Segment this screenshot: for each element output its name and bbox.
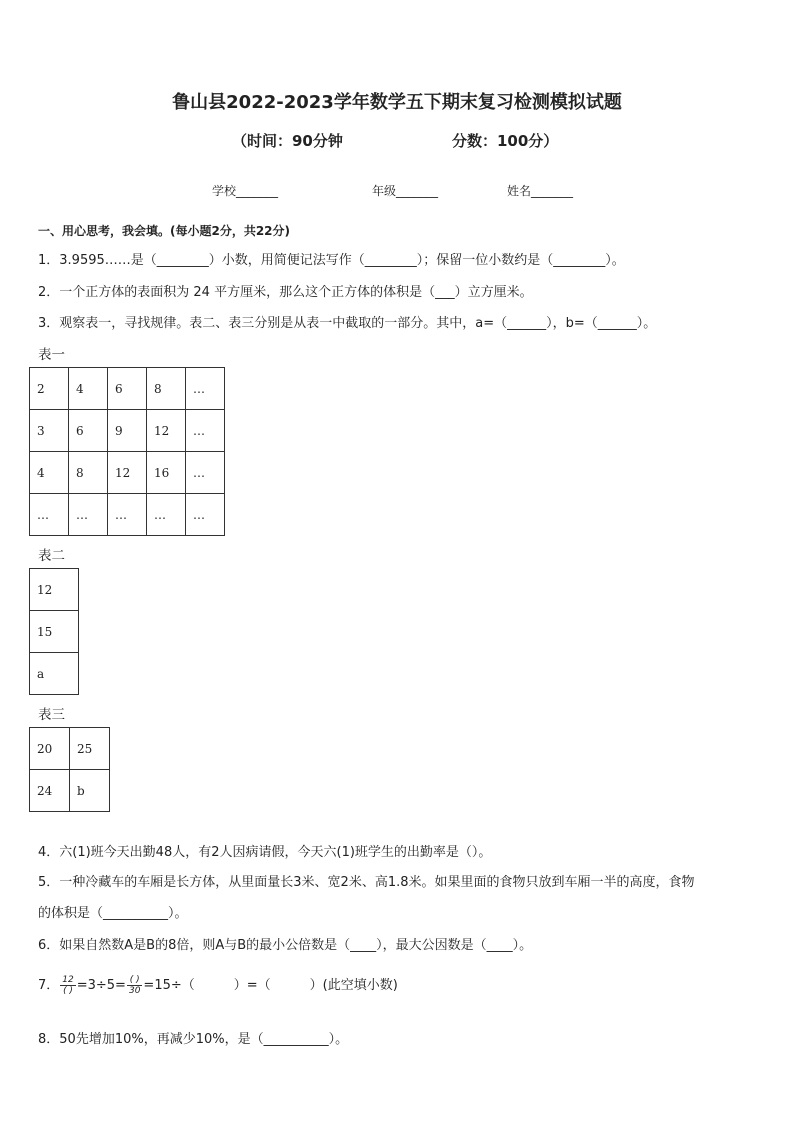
table-cell: 12 [30, 569, 79, 611]
q7-middle: =3÷5= [76, 978, 126, 993]
table-cell: … [186, 494, 225, 536]
question-6: 6．如果自然数A是B的8倍，则A与B的最小公倍数是（____），最大公因数是（____）。 [38, 938, 533, 953]
q7-frac1-denominator: ( ) [63, 986, 73, 996]
q7-fraction-2 [127, 975, 142, 996]
table-cell: 8 [147, 368, 186, 410]
table-cell: 6 [108, 368, 147, 410]
q7-suffix: =15÷（ ）=（ ）(此空填小数) [143, 978, 398, 993]
table-cell: 4 [69, 368, 108, 410]
q7-fraction-1 [60, 975, 75, 996]
table-cell: 24 [30, 770, 70, 812]
table-cell: 6 [69, 410, 108, 452]
table-row [30, 611, 79, 653]
table-row [30, 569, 79, 611]
table-cell: … [186, 452, 225, 494]
table-3 [29, 727, 110, 812]
table-row [30, 368, 225, 410]
q7-frac2-numerator: ( ) [127, 975, 142, 986]
q7-frac1-numerator: 12 [62, 975, 74, 985]
table-row [30, 452, 225, 494]
page-title: 鲁山县2022-2023学年数学五下期末复习检测模拟试题 [172, 92, 622, 113]
table-cell: 16 [147, 452, 186, 494]
table-cell: b [70, 770, 110, 812]
name-field[interactable]: 姓名_______ [507, 184, 574, 198]
question-2: 2．一个正方体的表面积为 24 平方厘米，那么这个正方体的体积是（___）立方厘米。 [38, 285, 533, 300]
total-score: 分数：100分） [452, 132, 559, 150]
table-row [30, 653, 79, 695]
question-3: 3．观察表一，寻找规律。表二、表三分别是从表一中截取的一部分。其中，a=（______），b=（______）。 [38, 316, 657, 331]
section-heading: 一、用心思考，我会填。(每小题2分，共22分) [38, 224, 291, 238]
table-cell: 12 [147, 410, 186, 452]
table-cell: 2 [30, 368, 69, 410]
question-1: 1．3.9595……是（________）小数，用简便记法写作（________）；保留一位小数约是（________）。 [38, 253, 625, 268]
time-limit: （时间：90分钟 [232, 132, 343, 150]
table-row [30, 410, 225, 452]
grade-field[interactable]: 年级_______ [372, 184, 439, 198]
table-cell: … [108, 494, 147, 536]
table-2-label: 表二 [38, 548, 65, 564]
table-cell: 9 [108, 410, 147, 452]
table-cell: … [186, 410, 225, 452]
question-8: 8．50先增加10%，再减少10%，是（__________）。 [38, 1032, 349, 1047]
table-1-label: 表一 [38, 347, 65, 363]
table-cell: 20 [30, 728, 70, 770]
table-row [30, 770, 110, 812]
table-cell: 12 [108, 452, 147, 494]
table-3-label: 表三 [38, 707, 65, 723]
question-4: 4．六(1)班今天出勤48人，有2人因病请假，今天六(1)班学生的出勤率是（）。 [38, 845, 492, 860]
school-field[interactable]: 学校_______ [212, 184, 279, 198]
q7-frac2-denominator: 30 [128, 986, 141, 996]
table-cell: 4 [30, 452, 69, 494]
question-5-continued: 的体积是（__________）。 [38, 906, 188, 921]
table-cell: … [30, 494, 69, 536]
table-cell: 3 [30, 410, 69, 452]
table-cell: … [186, 368, 225, 410]
table-cell: … [147, 494, 186, 536]
table-row [30, 494, 225, 536]
table-cell: a [30, 653, 79, 695]
table-cell: … [69, 494, 108, 536]
table-cell: 25 [70, 728, 110, 770]
question-7 [38, 974, 398, 996]
q7-number: 7． [38, 978, 60, 993]
table-1 [29, 367, 225, 536]
question-5: 5．一种冷藏车的车厢是长方体，从里面量长3米、宽2米、高1.8米。如果里面的食物只放到车厢一半的高度，食物 [38, 875, 695, 890]
table-cell: 8 [69, 452, 108, 494]
table-cell: 15 [30, 611, 79, 653]
table-2 [29, 568, 79, 695]
table-row [30, 728, 110, 770]
